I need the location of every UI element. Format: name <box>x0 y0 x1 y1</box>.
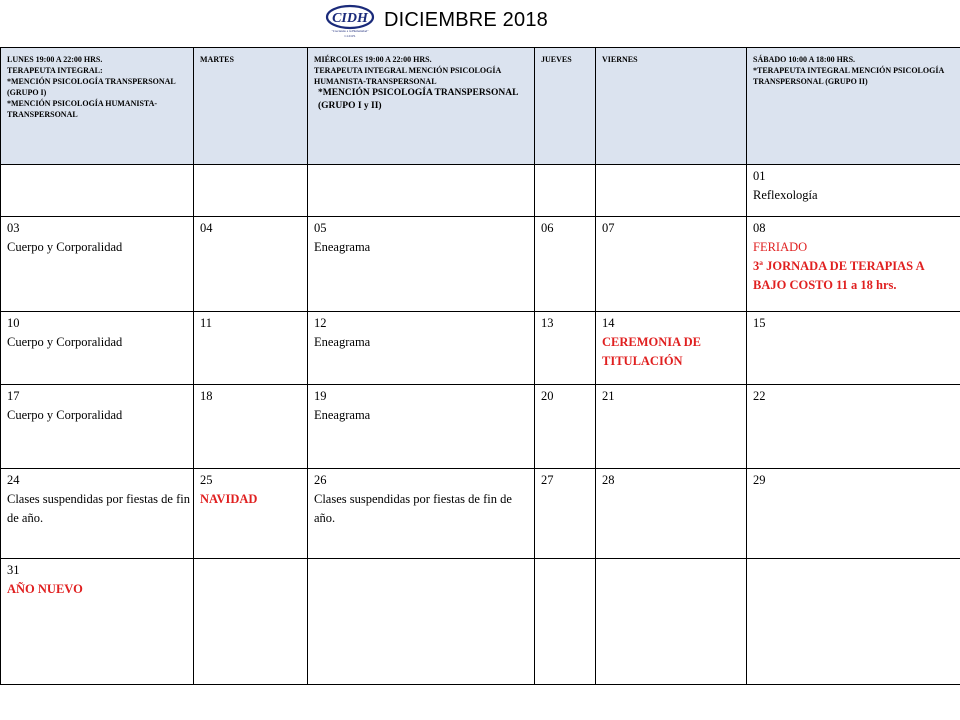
day-cell <box>535 469 596 559</box>
day-number: 17 <box>7 389 20 403</box>
day-cell <box>308 469 535 559</box>
weekday-header-cell <box>308 48 535 165</box>
day-cell <box>747 469 960 559</box>
day-cell <box>747 217 960 312</box>
header-line: VIERNES <box>602 55 638 64</box>
weekday-header-cell <box>535 48 596 165</box>
empty-day-cell <box>308 559 535 685</box>
calendar-event: 3ª JORNADA DE TERAPIAS A BAJO COSTO 11 a 18 hrs. <box>753 259 924 292</box>
weekday-header-cell <box>1 48 194 165</box>
week-row <box>1 312 960 385</box>
empty-day-cell <box>747 559 960 685</box>
day-cell <box>1 469 194 559</box>
header-line: TERAPEUTA INTEGRAL: <box>7 66 103 75</box>
week-row <box>1 385 960 469</box>
calendar-event: Cuerpo y Corporalidad <box>7 408 123 422</box>
svg-text:CIDH: CIDH <box>332 11 368 26</box>
day-cell <box>596 217 747 312</box>
day-number: 19 <box>314 389 327 403</box>
day-cell <box>747 165 960 217</box>
day-number: 27 <box>541 473 554 487</box>
day-number: 31 <box>7 563 20 577</box>
day-number: 13 <box>541 316 554 330</box>
header-line: TERAPEUTA INTEGRAL MENCIÓN PSICOLOGÍA HUMANISTA-TRANSPERSONAL <box>314 66 501 86</box>
weekday-header-cell <box>194 48 308 165</box>
calendar-event: Cuerpo y Corporalidad <box>7 240 123 254</box>
day-number: 11 <box>200 316 213 330</box>
svg-text:C.I.D.H.: C.I.D.H. <box>344 34 356 38</box>
calendar-event: Clases suspendidas por fiestas de fin de año. <box>314 492 512 525</box>
week-row <box>1 559 960 685</box>
day-number: 20 <box>541 389 554 403</box>
svg-text:"Creciendo a tu Humanidad": "Creciendo a tu Humanidad" <box>331 29 369 33</box>
empty-day-cell <box>596 559 747 685</box>
header-line: SÁBADO 10:00 A 18:00 HRS. <box>753 55 856 64</box>
empty-day-cell <box>535 559 596 685</box>
day-number: 24 <box>7 473 20 487</box>
day-number: 04 <box>200 221 213 235</box>
day-number: 03 <box>7 221 20 235</box>
header-line: *MENCIÓN PSICOLOGÍA HUMANISTA-TRANSPERSONAL <box>7 99 158 119</box>
day-cell <box>194 217 308 312</box>
calendar-event: CEREMONIA DE TITULACIÓN <box>602 335 701 368</box>
calendar-table <box>0 47 960 685</box>
header-line: MARTES <box>200 55 234 64</box>
empty-day-cell <box>596 165 747 217</box>
day-cell <box>535 385 596 469</box>
calendar-event: Reflexología <box>753 188 818 202</box>
weekday-header-row <box>1 48 960 165</box>
calendar-event: AÑO NUEVO <box>7 582 83 596</box>
day-number: 08 <box>753 221 766 235</box>
empty-day-cell <box>535 165 596 217</box>
empty-day-cell <box>1 165 194 217</box>
calendar-event: FERIADO <box>753 240 808 254</box>
calendar-event: NAVIDAD <box>200 492 258 506</box>
empty-day-cell <box>194 559 308 685</box>
empty-day-cell <box>194 165 308 217</box>
calendar-event: Eneagrama <box>314 335 371 349</box>
weekday-header-cell <box>596 48 747 165</box>
calendar-body <box>1 48 960 685</box>
header-line: JUEVES <box>541 55 572 64</box>
empty-day-cell <box>308 165 535 217</box>
day-number: 07 <box>602 221 615 235</box>
week-row <box>1 469 960 559</box>
day-number: 18 <box>200 389 213 403</box>
day-number: 25 <box>200 473 213 487</box>
day-cell <box>1 385 194 469</box>
day-cell <box>596 312 747 385</box>
day-number: 21 <box>602 389 615 403</box>
day-cell <box>194 312 308 385</box>
day-number: 29 <box>753 473 766 487</box>
page-title: DICIEMBRE 2018 <box>384 9 548 31</box>
week-row <box>1 165 960 217</box>
day-number: 01 <box>753 169 766 183</box>
day-cell <box>747 385 960 469</box>
day-cell <box>194 385 308 469</box>
day-cell <box>308 217 535 312</box>
day-cell <box>308 312 535 385</box>
header-extra-line: *MENCIÓN PSICOLOGÍA TRANSPERSONAL (GRUPO I y II) <box>318 88 518 111</box>
day-cell <box>596 385 747 469</box>
day-cell <box>596 469 747 559</box>
day-cell <box>308 385 535 469</box>
day-cell <box>1 217 194 312</box>
organization-logo <box>324 3 376 39</box>
day-cell <box>747 312 960 385</box>
header-line: LUNES 19:00 A 22:00 HRS. <box>7 55 103 64</box>
header-line: *MENCIÓN PSICOLOGÍA TRANSPERSONAL (GRUPO I) <box>7 77 176 97</box>
day-number: 10 <box>7 316 20 330</box>
day-cell <box>535 217 596 312</box>
calendar-event: Clases suspendidas por fiestas de fin de año. <box>7 492 190 525</box>
calendar-event: Eneagrama <box>314 240 371 254</box>
calendar-event: Eneagrama <box>314 408 371 422</box>
header-line: MIÉRCOLES 19:00 A 22:00 HRS. <box>314 55 432 64</box>
day-cell <box>1 559 194 685</box>
day-number: 05 <box>314 221 327 235</box>
day-number: 28 <box>602 473 615 487</box>
title-bar <box>0 0 960 46</box>
weekday-header-cell <box>747 48 960 165</box>
day-cell <box>535 312 596 385</box>
calendar-event: Cuerpo y Corporalidad <box>7 335 123 349</box>
day-number: 12 <box>314 316 327 330</box>
day-number: 15 <box>753 316 766 330</box>
day-cell <box>1 312 194 385</box>
day-cell <box>194 469 308 559</box>
day-number: 26 <box>314 473 327 487</box>
day-number: 22 <box>753 389 766 403</box>
day-number: 14 <box>602 316 615 330</box>
header-line: *TERAPEUTA INTEGRAL MENCIÓN PSICOLOGÍA TRANSPERSONAL (GRUPO II) <box>753 66 944 86</box>
day-number: 06 <box>541 221 554 235</box>
week-row <box>1 217 960 312</box>
